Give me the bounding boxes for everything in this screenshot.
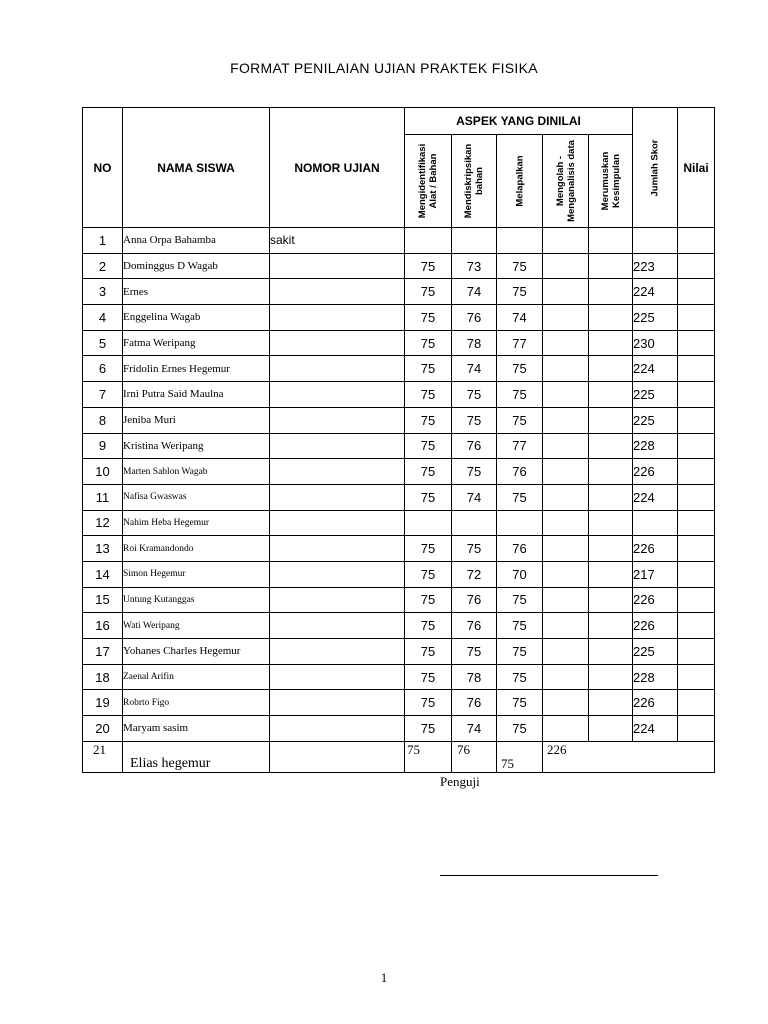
student-name: Enggelina Wagab (123, 305, 270, 331)
header-aspek-5: Merumuskan Kesimpulan (589, 135, 633, 228)
row-number: 7 (83, 382, 123, 408)
score-aspek-1: 75 (405, 561, 452, 587)
score-aspek-1 (405, 510, 452, 536)
student-name: Ernes (123, 279, 270, 305)
grade-cell (678, 690, 715, 716)
header-aspek-4: Mengolah - Menganalisis data (543, 135, 589, 228)
exam-number-cell (270, 741, 405, 772)
exam-number-cell (270, 459, 405, 485)
table-row (83, 356, 715, 382)
score-aspek-2: 76 (452, 613, 497, 639)
header-aspek-2: Mendiskripsikan bahan (452, 135, 497, 228)
row-number: 16 (83, 613, 123, 639)
score-aspek-3: 75 (497, 716, 543, 742)
header-no: NO (83, 108, 123, 228)
grade-cell (678, 228, 715, 254)
grade-cell (678, 716, 715, 742)
row-number: 17 (83, 639, 123, 665)
grade-cell (678, 279, 715, 305)
score-aspek-5 (589, 613, 633, 639)
total-score: 228 (633, 664, 678, 690)
score-aspek-4 (543, 613, 589, 639)
student-name: Anna Orpa Bahamba (123, 228, 270, 254)
score-aspek-1: 75 (405, 484, 452, 510)
exam-number-cell (270, 639, 405, 665)
score-aspek-3: 77 (497, 330, 543, 356)
score-aspek-3: 74 (497, 305, 543, 331)
header-aspek: ASPEK YANG DINILAI (405, 108, 633, 135)
page-number: 1 (380, 970, 388, 985)
signature-label: Penguji (440, 774, 480, 789)
student-name: Untung Kutanggas (123, 587, 270, 613)
score-aspek-1: 75 (405, 253, 452, 279)
score-aspek-2: 78 (452, 664, 497, 690)
score-aspek-5 (589, 356, 633, 382)
score-aspek-5 (589, 279, 633, 305)
row-number: 12 (83, 510, 123, 536)
total-score: 225 (633, 407, 678, 433)
total-score: 217 (633, 561, 678, 587)
grade-cell (678, 613, 715, 639)
score-aspek-3 (497, 510, 543, 536)
score-aspek-2: 72 (452, 561, 497, 587)
grade-cell (678, 510, 715, 536)
score-aspek-3: 75 (497, 639, 543, 665)
total-score (633, 510, 678, 536)
table-row (83, 330, 715, 356)
table-body (83, 228, 715, 742)
header-aspek-1: Mengidentifikasi Alat / Bahan (405, 135, 452, 228)
score-aspek-3 (497, 228, 543, 254)
score-aspek-2: 76 (452, 433, 497, 459)
table-row (83, 382, 715, 408)
score-aspek-5 (589, 305, 633, 331)
score-aspek-2: 75 (452, 459, 497, 485)
score-aspek-2: 74 (452, 279, 497, 305)
score-aspek-1: 75 (405, 459, 452, 485)
score-aspek-1: 75 (405, 279, 452, 305)
score-aspek-4 (543, 382, 589, 408)
score-aspek-5 (589, 510, 633, 536)
signature-line (440, 875, 658, 876)
exam-number-cell (270, 690, 405, 716)
header-jumlah-skor: Jumlah Skor (633, 108, 678, 228)
exam-number-cell (270, 330, 405, 356)
row-number: 8 (83, 407, 123, 433)
score-aspek-3: 75 (497, 690, 543, 716)
row-number: 11 (83, 484, 123, 510)
score-aspek-3: 75 (497, 382, 543, 408)
exam-number-cell (270, 484, 405, 510)
score-aspek-5 (589, 561, 633, 587)
grade-cell (678, 561, 715, 587)
total-score: 223 (633, 253, 678, 279)
student-name: Fridolin Ernes Hegemur (123, 356, 270, 382)
table-row (83, 510, 715, 536)
table-row (83, 639, 715, 665)
header-nomor-ujian: NOMOR UJIAN (270, 108, 405, 228)
total-score: 230 (633, 330, 678, 356)
row-number: 9 (83, 433, 123, 459)
table-row (83, 536, 715, 562)
score-table (82, 107, 715, 773)
grade-cell (678, 407, 715, 433)
table-row (83, 613, 715, 639)
table-row (83, 484, 715, 510)
header-aspek-3: Melapalkan (497, 135, 543, 228)
row-number: 2 (83, 253, 123, 279)
score-aspek-2 (452, 228, 497, 254)
total-score: 226 (633, 459, 678, 485)
exam-number-cell (270, 536, 405, 562)
row-number: 14 (83, 561, 123, 587)
score-aspek-1: 75 (405, 613, 452, 639)
score-aspek-3: 75 (497, 279, 543, 305)
total-score: 225 (633, 305, 678, 331)
total-score: 224 (633, 279, 678, 305)
exam-number-cell (270, 253, 405, 279)
score-aspek-1: 75 (405, 407, 452, 433)
grade-cell (678, 664, 715, 690)
score-aspek-1: 75 (405, 356, 452, 382)
total-score: 226 (633, 690, 678, 716)
student-name: Dominggus D Wagab (123, 253, 270, 279)
student-name: Zaenal Arifin (123, 664, 270, 690)
grade-cell (678, 741, 715, 772)
total-score: 228 (633, 433, 678, 459)
score-aspek-1: 75 (405, 330, 452, 356)
score-aspek-5 (589, 536, 633, 562)
student-name: Robrto Figo (123, 690, 270, 716)
student-name: Elias hegemur (123, 741, 270, 772)
grade-cell (678, 305, 715, 331)
score-aspek-5 (589, 690, 633, 716)
score-aspek-4 (543, 510, 589, 536)
student-name: Simon Hegemur (123, 561, 270, 587)
header-nama-siswa: NAMA SISWA (123, 108, 270, 228)
total-score: 224 (633, 484, 678, 510)
grade-cell (678, 382, 715, 408)
exam-number-cell (270, 305, 405, 331)
exam-number-cell (270, 279, 405, 305)
score-aspek-3: 75 (497, 484, 543, 510)
score-aspek-3: 75 (497, 356, 543, 382)
score-aspek-2: 75 (452, 536, 497, 562)
exam-number-cell (270, 664, 405, 690)
score-aspek-2: 75 (452, 382, 497, 408)
score-aspek-3: 76 (497, 459, 543, 485)
student-name: Nafisa Gwaswas (123, 484, 270, 510)
grade-cell (678, 536, 715, 562)
score-aspek-4 (543, 690, 589, 716)
score-aspek-2 (452, 510, 497, 536)
score-aspek-1: 75 (405, 741, 452, 772)
score-aspek-5 (589, 330, 633, 356)
row-number: 10 (83, 459, 123, 485)
table-row (83, 664, 715, 690)
row-number: 3 (83, 279, 123, 305)
score-aspek-1: 75 (405, 716, 452, 742)
exam-number-cell (270, 407, 405, 433)
score-aspek-4 (543, 305, 589, 331)
score-aspek-1: 75 (405, 664, 452, 690)
table-row (83, 741, 715, 772)
student-name: Nahim Heba Hegemur (123, 510, 270, 536)
student-name: Yohanes Charles Hegemur (123, 639, 270, 665)
row-number: 1 (83, 228, 123, 254)
row-number: 4 (83, 305, 123, 331)
score-aspek-5 (589, 433, 633, 459)
score-aspek-3: 76 (497, 536, 543, 562)
table-row (83, 253, 715, 279)
total-score: 226 (633, 587, 678, 613)
score-aspek-1: 75 (405, 587, 452, 613)
score-aspek-4 (543, 228, 589, 254)
table-row (83, 433, 715, 459)
exam-number-cell (270, 613, 405, 639)
exam-number-cell (270, 510, 405, 536)
score-aspek-3: 75 (497, 587, 543, 613)
score-aspek-4 (543, 330, 589, 356)
score-aspek-4 (543, 407, 589, 433)
score-aspek-1: 75 (405, 536, 452, 562)
grade-cell (678, 330, 715, 356)
score-aspek-4 (543, 587, 589, 613)
score-aspek-3: 70 (497, 561, 543, 587)
score-aspek-4 (543, 484, 589, 510)
student-name: Marten Sablon Wagab (123, 459, 270, 485)
header-nilai: Nilai (678, 108, 715, 228)
total-score (633, 228, 678, 254)
score-aspek-2: 76 (452, 690, 497, 716)
score-aspek-4 (543, 664, 589, 690)
exam-number-cell (270, 587, 405, 613)
student-name: Roi Kramandondo (123, 536, 270, 562)
row-number: 13 (83, 536, 123, 562)
table-row (83, 305, 715, 331)
exam-number-cell: sakit (270, 228, 405, 254)
table-row (83, 587, 715, 613)
score-aspek-3: 75 (497, 407, 543, 433)
score-aspek-1: 75 (405, 305, 452, 331)
score-aspek-5 (589, 664, 633, 690)
score-aspek-5 (589, 253, 633, 279)
score-aspek-3: 77 (497, 433, 543, 459)
grade-cell (678, 459, 715, 485)
row-number: 20 (83, 716, 123, 742)
score-aspek-4 (543, 536, 589, 562)
score-aspek-5 (589, 639, 633, 665)
score-aspek-2: 75 (452, 639, 497, 665)
score-aspek-2: 74 (452, 484, 497, 510)
table-row (83, 279, 715, 305)
score-aspek-2: 76 (452, 587, 497, 613)
row-number: 21 (83, 741, 123, 772)
exam-number-cell (270, 382, 405, 408)
score-aspek-3: 75 (497, 613, 543, 639)
grade-cell (678, 484, 715, 510)
score-aspek-4 (543, 279, 589, 305)
score-aspek-4 (543, 459, 589, 485)
student-name: Wati Weripang (123, 613, 270, 639)
table-row (83, 228, 715, 254)
score-aspek-2: 74 (452, 716, 497, 742)
score-aspek-4 (543, 356, 589, 382)
grade-cell (678, 639, 715, 665)
grade-cell (678, 587, 715, 613)
score-aspek-5 (589, 587, 633, 613)
total-score: 224 (633, 716, 678, 742)
table-row (83, 459, 715, 485)
student-name: Fatma Weripang (123, 330, 270, 356)
score-aspek-5 (589, 716, 633, 742)
student-name: Maryam sasim (123, 716, 270, 742)
score-aspek-1: 75 (405, 433, 452, 459)
student-name: Irni Putra Said Maulna (123, 382, 270, 408)
table-row (83, 561, 715, 587)
table-row (83, 716, 715, 742)
score-aspek-1: 75 (405, 382, 452, 408)
score-aspek-4 (543, 639, 589, 665)
score-aspek-2: 74 (452, 356, 497, 382)
total-score: 226 (543, 741, 678, 772)
row-number: 6 (83, 356, 123, 382)
score-aspek-2: 75 (452, 407, 497, 433)
score-aspek-1: 75 (405, 690, 452, 716)
exam-number-cell (270, 356, 405, 382)
row-number: 15 (83, 587, 123, 613)
score-aspek-2: 73 (452, 253, 497, 279)
row-number: 19 (83, 690, 123, 716)
student-name: Jeniba Muri (123, 407, 270, 433)
score-aspek-4 (543, 253, 589, 279)
row-number: 18 (83, 664, 123, 690)
score-aspek-3: 75 (497, 664, 543, 690)
grade-cell (678, 356, 715, 382)
grade-cell (678, 253, 715, 279)
exam-number-cell (270, 433, 405, 459)
total-score: 225 (633, 382, 678, 408)
score-aspek-5 (589, 407, 633, 433)
student-name: Kristina Weripang (123, 433, 270, 459)
score-aspek-2: 76 (452, 741, 497, 772)
score-aspek-3: 75 (497, 741, 543, 772)
score-aspek-4 (543, 561, 589, 587)
row-number: 5 (83, 330, 123, 356)
table-row (83, 407, 715, 433)
table-row (83, 690, 715, 716)
exam-number-cell (270, 561, 405, 587)
total-score: 226 (633, 536, 678, 562)
total-score: 224 (633, 356, 678, 382)
grade-cell (678, 433, 715, 459)
score-aspek-5 (589, 459, 633, 485)
total-score: 225 (633, 639, 678, 665)
score-aspek-3: 75 (497, 253, 543, 279)
score-aspek-4 (543, 716, 589, 742)
score-aspek-5 (589, 228, 633, 254)
exam-number-cell (270, 716, 405, 742)
score-aspek-1: 75 (405, 639, 452, 665)
score-aspek-4 (543, 433, 589, 459)
score-aspek-1 (405, 228, 452, 254)
score-aspek-5 (589, 484, 633, 510)
score-aspek-5 (589, 382, 633, 408)
total-score: 226 (633, 613, 678, 639)
score-aspek-2: 78 (452, 330, 497, 356)
document-title: FORMAT PENILAIAN UJIAN PRAKTEK FISIKA (230, 60, 538, 76)
score-aspek-2: 76 (452, 305, 497, 331)
